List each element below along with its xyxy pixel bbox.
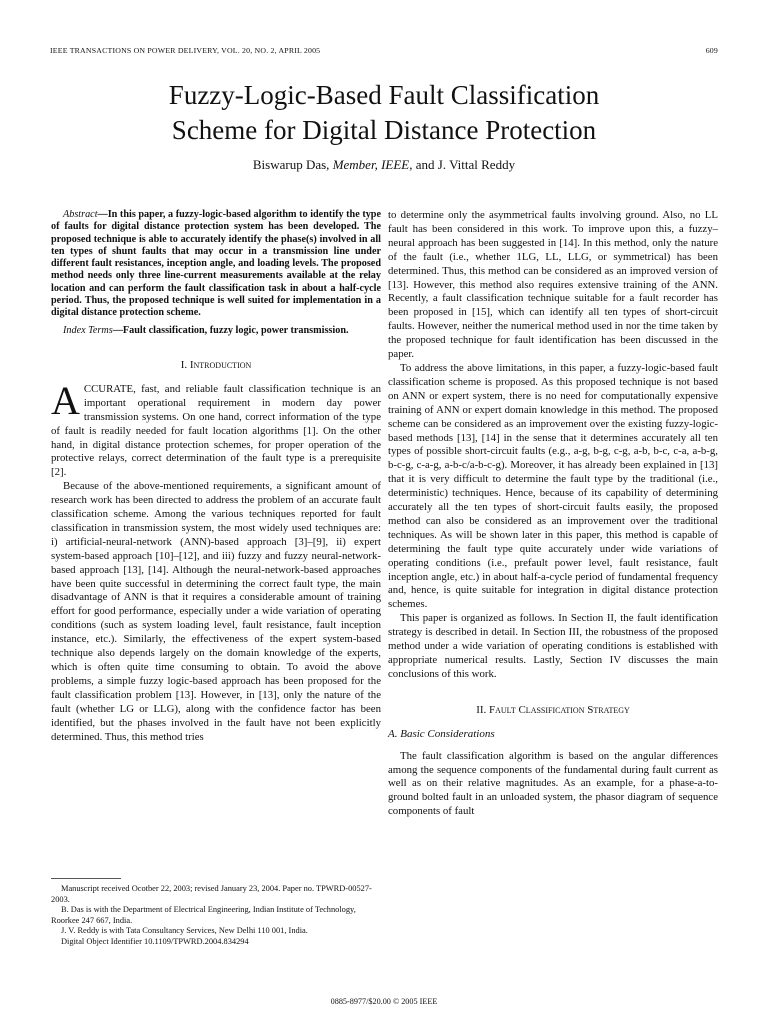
footnotes [51, 884, 381, 947]
abstract-lead: Abstract [63, 209, 98, 220]
right-paragraph-1: to determine only the asymmetrical faults involving ground. Also, no LL fault has been considered in this work. To improve upon this, a fuzzy–neural approach has been suggested in [14]. In this method, only the nature of the fault (i.e., whether 1LG, LL, LLG, or symmetrical) has been determined. Thus, this method can be considered as an improved version of [13]. However, this method also requires extensive training of the ANN. Recently, a fault classification technique suitable for a fault recorder has been proposed in [15], which can identify all ten types of short-circuit faults. However, neither the numerical method used in nor the time taken by the proposed technique for fault identification has been discussed in the paper. [388, 209, 718, 361]
abstract [51, 209, 381, 320]
footnote-reddy: J. V. Reddy is with Tata Consultancy Services, New Delhi 110 001, India. [61, 926, 308, 935]
intro-paragraph-1 [51, 377, 381, 480]
title-line-1: Fuzzy-Logic-Based Fault Classification [168, 80, 600, 110]
abstract-text: —In this paper, a fuzzy-logic-based algorithm to identify the type of faults for digital distance protection system has been developed. The proposed technique is able to accurately identify the phase(s) involved in all ten types of shunt faults that may occur in a transmission line under different fault resistances, inception angle, and loading levels. The proposed method needs only three line-current measurements available at the relay location and can perform the fault classification task in about a half-cycle period. Thus, the proposed technique is well suited for implementation in a digital distance protection scheme. [51, 209, 381, 319]
section-heading-introduction: I. Introduction [180, 358, 252, 371]
running-head [50, 46, 718, 55]
right-paragraph-3: This paper is organized as follows. In Section II, the fault identification strategy is described in detail. In Section III, the robustness of the proposed method under a wide variation of operating conditions is established with appropriate numerical results. Lastly, Section IV discusses the main conclusions of this work. [388, 612, 718, 680]
title-line-2: Scheme for Digital Distance Protection [171, 115, 597, 145]
left-column [51, 209, 381, 744]
author-rest: and J. Vittal Reddy [412, 157, 516, 172]
journal-name: IEEE TRANSACTIONS ON POWER DELIVERY, VOL. 20, NO. 2, APRIL 2005 [50, 46, 321, 55]
author-affiliation: Member, IEEE, [332, 157, 413, 172]
footnote-doi: Digital Object Identifier 10.1109/TPWRD.2004.834294 [61, 936, 249, 946]
index-terms-text: —Fault classification, fuzzy logic, power transmission. [112, 324, 349, 336]
footnote-das: B. Das is with the Department of Electrical Engineering, Indian Institute of Technology, Roorkee 247 667, India. [51, 905, 356, 925]
paper-title [40, 78, 728, 148]
copyright-footer: 0885-8977/$20.00 © 2005 IEEE [330, 997, 438, 1006]
author-first: Biswarup Das, [252, 157, 333, 172]
author-line [40, 157, 728, 173]
drop-cap: A [51, 377, 80, 423]
intro-paragraph-1-text: CCURATE, fast, and reliable fault classification technique is an important operational requirement in modern day power transmission systems. On one hand, correct information of the type of fault is readily needed for fault location algorithms [1]. On the other hand, in digital distance protection schemes, for proper operation of the protective relays, correct determination of the fault type is a prerequisite [2]. [51, 382, 381, 479]
index-terms-lead: Index Terms [63, 324, 113, 336]
page-number: 609 [705, 46, 718, 55]
index-terms [51, 325, 381, 337]
subsection-heading-basic-considerations: A. Basic Considerations [388, 727, 495, 740]
footnote-manuscript: Manuscript received Ocotber 22, 2003; revised January 23, 2004. Paper no. TPWRD-00527-2003. [51, 884, 372, 904]
section-heading-fault-classification: II. Fault Classification Strategy [476, 703, 630, 716]
intro-paragraph-2: Because of the above-mentioned requirements, a significant amount of research work has been directed to address the problem of an accurate fault classification scheme. Among the various techniques reported for fault classification in transmission system, the most widely used techniques are: i) artificial-neural-network (ANN)-based approach [3]–[9], ii) expert system-based approach [10]–[12], and iii) fuzzy and fuzzy neural-network-based approach [13], [14]. Although the neural-network-based approaches have been quite successful in determining the correct fault type, the main disadvantage of ANN is that it requires a considerable amount of training effort for good performance, especially under a wide variation of operating conditions (such as system loading level, fault resistance, fault inception instance, etc.). Similarly, the effectiveness of the expert system-based technique also depends largely on the domain knowledge of the experts, which is often quite time consuming to obtain. To avoid the above problems, a simple fuzzy logic-based approach has been proposed for the fault classification problem [13]. However, in [13], only the nature of the fault (whether LG or LLG), along with the confidence factor has been identified, but the phases involved in the fault have not been explicitly determined. Thus, this method tries [51, 480, 381, 743]
right-paragraph-2: To address the above limitations, in this paper, a fuzzy-logic-based fault classification scheme is proposed. As this proposed technique is not based on ANN or expert system, there is no need for computationally expensive training of ANN or expert domain knowledge in this method. The proposed scheme can be considered as an improvement over the existing fuzzy-logic-based methods [13], [14] in the sense that it determines accurately all ten types of possible short-circuit faults (e.g., a-g, b-g, c-g, a-b, b-c, c-a, a-b-g, b-c-g, c-a-g, a-b-c/a-b-c-g). Moreover, it has already been explained in [13] that it is very difficult to determine the fault type by the traditional (i.e., deterministic) techniques. Hence, because of its capability of determining accurately all the ten types of short-circuit faults easily, the proposed method can also be considered as an improvement over the traditional techniques. As will be shown later in this paper, this method is capable of determining the fault type quite accurately under wide variations of operating conditions (i.e., prefault power level, fault resistance, fault inception angle, etc.) in about half-a-cycle period of fundamental frequency and, hence, is quite suitable for integration in digital distance protection schemes. [388, 361, 718, 611]
right-column [388, 209, 718, 819]
section2-paragraph-1: The fault classification algorithm is based on the angular differences among the sequence components of the fundamental during fault current as well as on their relative magnitudes. As an example, for a phase-a-to-ground bolted fault in an unloaded system, the phasor diagram of sequence components of fault [388, 749, 718, 818]
footnote-rule [51, 878, 121, 879]
